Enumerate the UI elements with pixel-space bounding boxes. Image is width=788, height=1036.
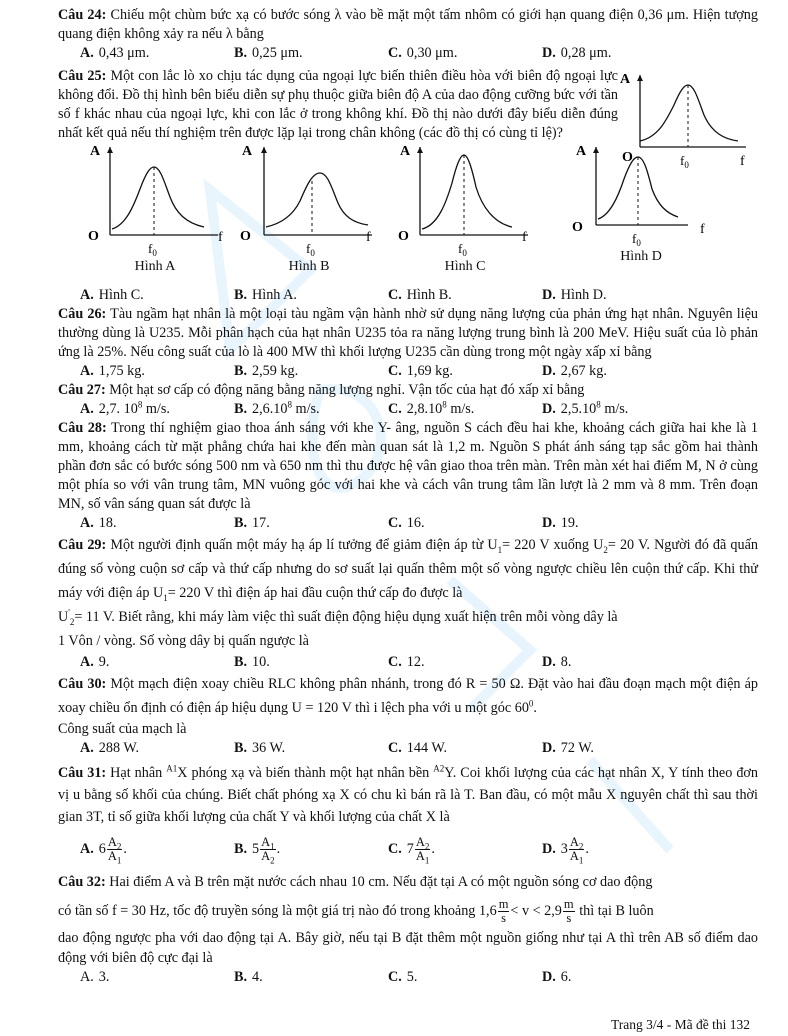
option-text: 6 $\frac{A_2}{A_1}$ .	[98, 835, 127, 866]
question-number: Câu 32:	[58, 874, 106, 890]
question-27	[58, 381, 758, 419]
option-a[interactable]	[58, 362, 234, 381]
option-b[interactable]	[234, 968, 388, 987]
option-text: 18.	[98, 515, 117, 531]
question-30	[58, 672, 758, 758]
axis-a-label: A	[620, 72, 631, 87]
option-label: B.	[234, 401, 248, 417]
option-d[interactable]	[542, 400, 692, 419]
nucleus-y: $^{A2}$Y	[433, 763, 453, 781]
svg-text:f: f	[522, 230, 527, 245]
angle-formula: $60^0$.	[514, 698, 537, 716]
question-text: Người đó đã quấn đúng số vòng cuộn sơ cấp và thứ cấp nhưng do sơ suất lại quấn thêm một số vòng ngược chiều lên cuộn thứ cấp. Khi thử máy với điện áp	[58, 537, 759, 601]
option-d[interactable]	[542, 834, 692, 864]
axis-f-label: f	[740, 154, 745, 169]
question-number: Câu 27:	[58, 382, 106, 398]
option-d[interactable]	[542, 44, 692, 63]
question-32	[58, 870, 758, 987]
option-a[interactable]	[58, 739, 234, 758]
question-number: Câu 29:	[58, 537, 107, 553]
option-text: 3.	[98, 969, 110, 985]
question-text: Công suất của mạch là	[58, 721, 187, 737]
option-label: A.	[80, 969, 94, 985]
option-label: B.	[234, 969, 248, 985]
option-text: 9.	[98, 654, 110, 670]
exam-page	[58, 6, 758, 987]
question-text: tốc độ truyền sóng là một giá trị nào đó trong khoảng	[173, 903, 476, 919]
option-c[interactable]	[388, 653, 542, 672]
option-d[interactable]	[542, 514, 692, 533]
option-text: 0,30 μm.	[406, 45, 458, 61]
question-text: Y tính theo đơn vị u bằng số khối của chúng. Biết chất phóng xạ X có chu kì bán rã là T. Ban đầu, có một mẫu X nguyên chất thì sau thời gian 3T, tỉ số giữa khối lượng của chất Y và khối lượng của chất X là	[58, 765, 759, 825]
question-text: Hai điểm A và B trên mặt nước cách nhau 10 cm. Nếu đặt tại A có một nguồn sóng cơ dao động	[109, 874, 653, 890]
graph-caption: Hình C	[444, 259, 486, 274]
option-a[interactable]	[58, 286, 234, 305]
option-text: 1,69 kg.	[406, 363, 453, 379]
svg-text:f0: $f_0$	[632, 231, 641, 248]
option-text: 12.	[406, 654, 425, 670]
graph-c	[390, 143, 540, 274]
question-text: Một mạch điện xoay chiều RLC không phân nhánh, trong đó	[110, 676, 462, 692]
option-text: 2,5.10$^8$ m/s.	[560, 399, 629, 417]
option-text: 144 W.	[406, 740, 448, 756]
option-c[interactable]	[388, 514, 542, 533]
option-c[interactable]	[388, 834, 542, 864]
option-b[interactable]	[234, 739, 388, 758]
option-c[interactable]	[388, 400, 542, 419]
question-text: Chiếu một chùm bức xạ có bước sóng λ vào bề mặt một tấm nhôm có giới hạn quang điện 0,36 μm. Hiện tượng quang điện không xảy ra nếu λ bằng	[58, 7, 758, 42]
option-a[interactable]	[58, 653, 234, 672]
option-text: 17.	[252, 515, 270, 531]
graph-caption: Hình A	[134, 259, 176, 274]
option-label: D.	[542, 515, 556, 531]
svg-text:A: A	[576, 144, 587, 159]
answer-options	[58, 44, 758, 63]
option-label: C.	[388, 740, 402, 756]
answer-options	[58, 739, 758, 758]
question-text: Đặt vào hai đầu đoạn	[528, 676, 651, 692]
question-text: . Coi khối lượng của các hạt nhân X,	[452, 765, 665, 781]
graph-caption: Hình B	[288, 259, 330, 274]
option-text: 16.	[406, 515, 425, 531]
answer-options	[58, 362, 758, 381]
u2-prime-formula: $U'_2= 11$ V.	[58, 607, 115, 627]
option-b[interactable]	[234, 362, 388, 381]
graph-a	[80, 143, 230, 274]
answer-options	[58, 653, 758, 672]
option-text: Hình C.	[98, 287, 144, 303]
answer-graphs	[58, 143, 758, 278]
answer-options	[58, 514, 758, 533]
option-b[interactable]	[234, 653, 388, 672]
option-text: 0,28 μm.	[560, 45, 612, 61]
option-c[interactable]	[388, 44, 542, 63]
question-24	[58, 6, 758, 63]
u2-formula: $U_2= 20$ V.	[593, 537, 650, 555]
option-label: C.	[388, 287, 402, 303]
voltage-formula: U = 120 V	[291, 700, 352, 716]
question-31	[58, 762, 758, 864]
option-label: B.	[234, 654, 248, 670]
answer-options	[58, 968, 758, 987]
option-d[interactable]	[542, 739, 692, 758]
option-label: C.	[388, 45, 402, 61]
answer-options	[58, 286, 758, 305]
answer-options	[58, 400, 758, 419]
option-label: D.	[542, 841, 556, 857]
option-text: 1,75 kg.	[98, 363, 145, 379]
question-text: 1 Vôn / vòng. Số vòng dây bị quấn ngược là	[58, 633, 309, 649]
option-d[interactable]	[542, 653, 692, 672]
option-label: A.	[80, 363, 94, 379]
answer-options	[58, 834, 758, 864]
option-c[interactable]	[388, 739, 542, 758]
question-text: dao động ngược pha với dao động tại A. Bây giờ, nếu tại B đặt thêm một nguồn giống như tại A thì trên AB số điểm dao động với biên độ cực đại là	[58, 930, 758, 966]
question-text: Trong thí nghiệm giao thoa ánh sáng với khe Y- âng, nguồn S cách đều hai khe, khoảng cách giữa hai khe là 1 mm, khoảng cách từ mặt phẳng chứa hai khe đến màn quan sát là 1,2 m. Nguồn S phát ánh sáng tạp sắc gồm hai thành phần đơn sắc có bước sóng 500 nm và 650 nm thì thu được hệ vân giao thoa trên màn. Trên màn xét hai điểm M, N ở cùng một phía so với vân trung tâm, MN vuông góc với hai khe và cách vân trung tâm lần lượt là 2 mm và 8 mm. Trên đoạn MN, số vân sáng quan sát được là	[58, 420, 758, 512]
option-text: 2,8.10$^8$ m/s.	[406, 399, 475, 417]
option-label: B.	[234, 740, 248, 756]
option-text: 4.	[252, 969, 263, 985]
option-c[interactable]	[388, 968, 542, 987]
option-label: A.	[80, 45, 94, 61]
option-text: 10.	[252, 654, 270, 670]
option-text: 5 $\frac{A_1}{A_2}$ .	[252, 835, 281, 866]
option-text: 2,7. $10^8$ m/s.	[98, 399, 170, 417]
question-26	[58, 305, 758, 381]
option-b[interactable]	[234, 514, 388, 533]
svg-text:O: O	[398, 229, 409, 244]
option-text: 0,25 μm.	[252, 45, 303, 61]
svg-text:O: O	[88, 229, 99, 244]
option-c[interactable]	[388, 362, 542, 381]
axis-origin-label: O	[622, 150, 633, 165]
option-label: A.	[80, 515, 94, 531]
option-a[interactable]	[58, 400, 234, 419]
question-text: Một con lắc lò xo chịu tác dụng của ngoại lực biến thiên điều hòa với biên độ ngoại lực không đổi. Đồ thị hình bên biểu diễn sự phụ thuộc giữa biên độ A của dao động cưỡng bức với tần số f khác nhau của ngoại lực, khi con lắc ở trong không khí. Đồ thị nào dưới đây biểu diễn đúng nhất kết quả nếu thí nghiệm trên được lặp lại trong chân không (các đồ thị có cùng tỉ lệ)?	[58, 68, 618, 141]
axis-f0-label: $f_0$	[680, 153, 689, 169]
option-label: D.	[542, 363, 556, 379]
option-label: D.	[542, 287, 556, 303]
option-label: A.	[80, 841, 94, 857]
option-text: 2,67 kg.	[560, 363, 607, 379]
page-footer: Trang 3/4 - Mã đề thi 132	[611, 1017, 750, 1032]
option-label: B.	[234, 45, 248, 61]
option-label: C.	[388, 841, 402, 857]
option-text: 72 W.	[560, 740, 594, 756]
question-text: Một hạt sơ cấp có động năng bằng năng lượng nghỉ. Vận tốc của hạt đó xấp xỉ bằng	[109, 382, 585, 398]
option-d[interactable]	[542, 362, 692, 381]
option-c[interactable]	[388, 286, 542, 305]
option-a[interactable]	[58, 834, 234, 864]
option-text: 7 $\frac{A_2}{A_1}$ .	[406, 835, 435, 866]
option-label: B.	[234, 287, 248, 303]
question-text: có tần số	[58, 903, 109, 919]
option-label: B.	[234, 515, 248, 531]
option-text: Hình B.	[406, 287, 452, 303]
question-text: thì i lệch pha với u một góc	[355, 700, 512, 716]
svg-text:A: A	[242, 144, 253, 159]
svg-text:f: f	[218, 230, 223, 245]
option-d[interactable]	[542, 286, 692, 305]
option-label: B.	[234, 363, 248, 379]
option-d[interactable]	[542, 968, 692, 987]
question-text: Hạt nhân	[110, 765, 163, 781]
graph-d	[566, 143, 716, 264]
option-b[interactable]	[234, 834, 388, 864]
svg-text:A: A	[90, 144, 101, 159]
question-text: Tàu ngầm hạt nhân là một loại tàu ngầm vận hành nhờ sử dụng năng lượng của phản ứng hạt nhân. Nguyên liệu thường dùng là U235. Mỗi phân hạch của hạt nhân U235 tỏa ra năng lượng trung bình là 200 MeV. Hiệu suất của lò phản ứng là 25%. Nếu công suất của lò là 400 MW thì khối lượng U235 cần dùng trong một ngày xấp xỉ bằng	[58, 306, 758, 360]
question-29	[58, 533, 758, 672]
svg-text:A: A	[400, 144, 411, 159]
svg-text:f0: $f_0$	[458, 241, 467, 258]
option-text: Hình A.	[252, 287, 297, 303]
svg-text:f0: $f_0$	[306, 241, 315, 258]
option-label: B.	[234, 841, 248, 857]
option-text: 0,43 μm.	[98, 45, 150, 61]
svg-text:O: O	[240, 229, 251, 244]
option-label: D.	[542, 401, 556, 417]
u1-formula: $U_1= 220$ V	[487, 537, 550, 555]
option-text: 36 W.	[252, 740, 286, 756]
option-label: D.	[542, 740, 556, 756]
graph-b	[234, 143, 384, 274]
option-text: 288 W.	[98, 740, 140, 756]
question-text: thì điện áp hai đầu cuộn thứ cấp đo được là	[217, 585, 463, 601]
option-label: A.	[80, 287, 94, 303]
option-text: 6.	[560, 969, 572, 985]
svg-text:f0: $f_0$	[148, 241, 157, 258]
option-b[interactable]	[234, 286, 388, 305]
option-label: C.	[388, 654, 402, 670]
svg-text:f: f	[700, 222, 705, 237]
option-label: A.	[80, 740, 94, 756]
option-b[interactable]	[234, 44, 388, 63]
option-b[interactable]	[234, 400, 388, 419]
question-25	[58, 67, 758, 305]
option-text: 3 $\frac{A_2}{A_1}$ .	[560, 835, 589, 866]
question-number: Câu 24:	[58, 7, 107, 23]
option-label: A.	[80, 654, 94, 670]
resistance-formula: R = 50 Ω.	[465, 676, 524, 692]
option-label: A.	[80, 401, 94, 417]
question-number: Câu 28:	[58, 420, 107, 436]
question-text: mạch một điện áp xoay chiều ổn định có điện áp hiệu dụng	[58, 676, 758, 716]
question-text: thì tại B luôn	[579, 903, 654, 919]
option-text: 8.	[560, 654, 572, 670]
graph-caption: Hình D	[620, 249, 662, 264]
u1-formula: $U_1= 220$ V	[152, 585, 214, 603]
question-number: Câu 26:	[58, 306, 107, 322]
question-number: Câu 25:	[58, 68, 107, 84]
option-text: 2,6.10$^8$ m/s.	[252, 399, 320, 417]
speed-range-formula: 1,6 $\frac{m}{s}$ < v < 2,9 $\frac{m}{s}$	[478, 897, 574, 926]
question-text: phóng xạ và biến thành một hạt nhân bền	[191, 765, 430, 781]
option-label: C.	[388, 515, 402, 531]
svg-text:O: O	[572, 220, 583, 235]
question-text: Một người định quấn một máy hạ áp lí tưởng để giảm điện áp từ	[110, 537, 484, 553]
option-label: D.	[542, 969, 556, 985]
question-text: Biết rằng, khi máy làm việc thì suất điện động hiệu dụng xuất hiện trên mỗi vòng dây là	[118, 609, 618, 625]
option-label: C.	[388, 363, 402, 379]
option-text: 5.	[406, 969, 418, 985]
option-label: C.	[388, 401, 402, 417]
nucleus-x: $^{A1}$X	[166, 763, 188, 781]
option-text: Hình D.	[560, 287, 607, 303]
question-number: Câu 31:	[58, 765, 107, 781]
option-a[interactable]	[58, 968, 234, 987]
option-label: C.	[388, 969, 402, 985]
option-text: 2,59 kg.	[252, 363, 299, 379]
question-text: xuống	[553, 537, 589, 553]
option-label: D.	[542, 45, 556, 61]
option-a[interactable]	[58, 514, 234, 533]
option-text: 19.	[560, 515, 579, 531]
option-a[interactable]	[58, 44, 234, 63]
svg-text:f: f	[366, 230, 371, 245]
frequency-formula: f = 30 Hz,	[111, 903, 170, 919]
question-number: Câu 30:	[58, 676, 107, 692]
question-28	[58, 419, 758, 533]
option-label: D.	[542, 654, 556, 670]
